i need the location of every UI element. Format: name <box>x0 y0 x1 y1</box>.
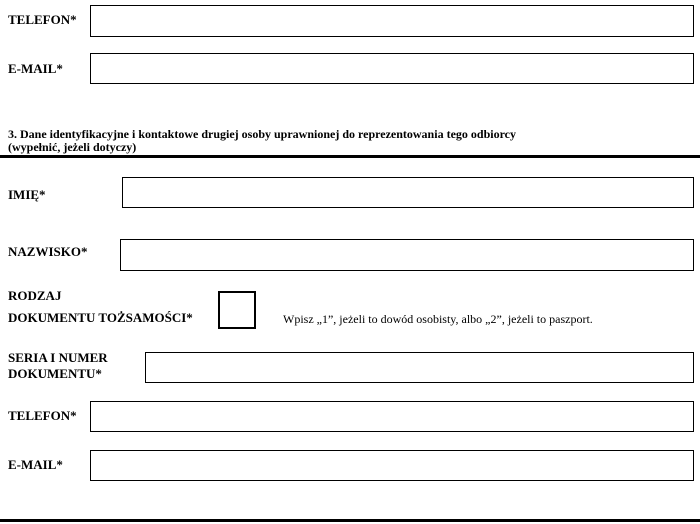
section-3-title-line1: 3. Dane identyfikacyjne i kontaktowe drugiej osoby uprawnionej do reprezentowania tego odbiorcy <box>8 127 517 141</box>
section-3-title <box>8 128 516 154</box>
section-divider <box>0 155 700 158</box>
document-type-box[interactable] <box>218 291 256 329</box>
last-name-label: NAZWISKO* <box>8 244 88 259</box>
document-type-label-line1: RODZAJ <box>8 288 62 303</box>
email-label: E-MAIL* <box>8 61 63 76</box>
section-3-title-line2: (wypełnić, jeżeli dotyczy) <box>8 140 137 154</box>
first-name-label: IMIĘ* <box>8 187 46 202</box>
second-phone-field[interactable] <box>90 401 694 432</box>
document-number-label <box>8 350 108 382</box>
phone-field[interactable] <box>90 5 694 37</box>
document-number-label-line2: DOKUMENTU* <box>8 366 102 381</box>
last-name-field[interactable] <box>120 239 694 271</box>
first-name-field[interactable] <box>122 177 694 208</box>
document-type-hint: Wpisz „1”, jeżeli to dowód osobisty, albo „2”, jeżeli to paszport. <box>283 312 593 326</box>
second-phone-label: TELEFON* <box>8 408 77 423</box>
email-field[interactable] <box>90 53 694 84</box>
second-email-field[interactable] <box>90 450 694 481</box>
second-email-label: E-MAIL* <box>8 457 63 472</box>
document-type-label-line2: DOKUMENTU TOŻSAMOŚCI* <box>8 310 193 325</box>
document-number-field[interactable] <box>145 352 694 383</box>
phone-label: TELEFON* <box>8 12 77 27</box>
bottom-divider <box>0 519 700 522</box>
document-type-label <box>8 288 193 326</box>
document-number-label-line1: SERIA I NUMER <box>8 350 108 365</box>
